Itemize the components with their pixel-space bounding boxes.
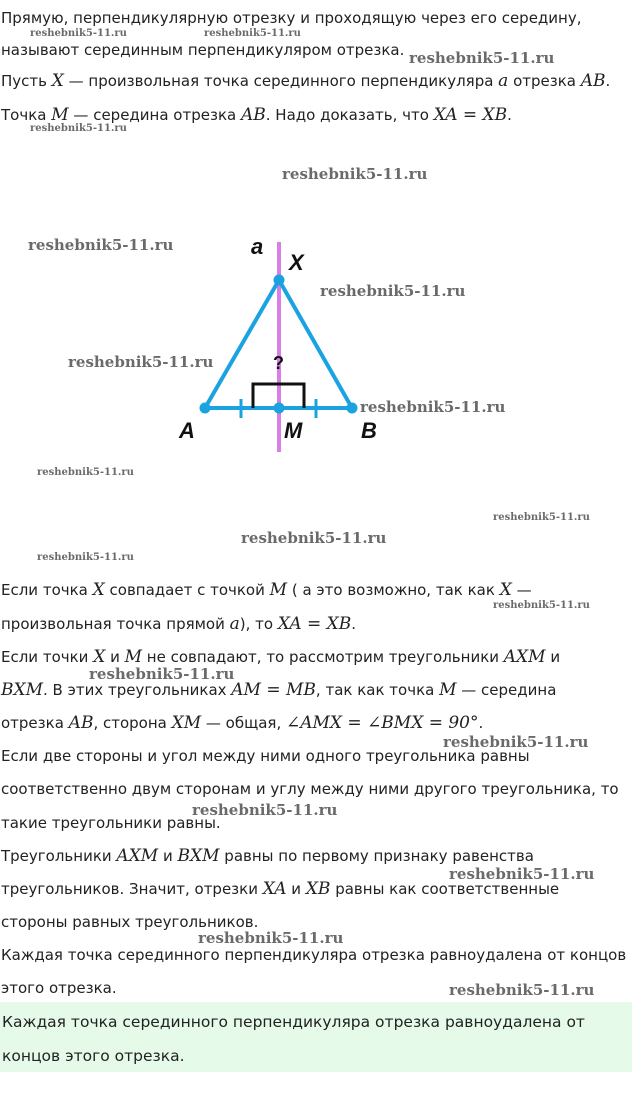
text-fragment: треугольников. Значит, отрезки (1, 880, 263, 898)
math: AB (240, 105, 266, 125)
math: AXM (116, 846, 159, 866)
text-fragment: Точка (1, 106, 52, 124)
watermark: reshebnik5-11.ru (192, 801, 338, 819)
text-fragment: Если точки (1, 648, 94, 666)
point-a (200, 403, 211, 414)
text-fragment: . (478, 714, 484, 732)
math: M (124, 647, 143, 667)
watermark: reshebnik5-11.ru (282, 165, 428, 183)
text-fragment: . (507, 106, 512, 124)
text-fragment: произвольная точка прямой (1, 615, 230, 633)
label-unknown: ? (273, 353, 284, 373)
conclusion-box (0, 1002, 632, 1072)
math: X (92, 580, 105, 600)
text-line (1, 105, 512, 125)
text-line (1, 580, 532, 600)
math: M (439, 680, 457, 700)
text-fragment: и (545, 648, 561, 666)
text-line (1, 680, 556, 700)
text-line (1, 614, 356, 634)
text-line: стороны равных треугольников. (1, 913, 259, 931)
math: AB (580, 71, 606, 91)
text-fragment: — общая, (201, 714, 286, 732)
watermark: reshebnik5-11.ru (198, 929, 344, 947)
label-b: B (361, 418, 377, 443)
watermark: reshebnik5-11.ru (37, 552, 134, 563)
text-fragment: , так как точка (315, 681, 440, 699)
text-line: Каждая точка серединного перпендикуляра отрезка равноудалена от концов (1, 946, 627, 964)
text-fragment: и (158, 847, 178, 865)
text-line: соответственно двум сторонам и углу между ними другого треугольника, то (1, 780, 619, 798)
watermark: reshebnik5-11.ru (89, 665, 235, 683)
text-line: называют серединным перпендикуляром отрезка. (1, 41, 405, 59)
text-fragment: . (605, 72, 611, 90)
math: AB (68, 713, 94, 733)
text-line: этого отрезка. (1, 979, 117, 997)
watermark: reshebnik5-11.ru (30, 28, 127, 39)
text-fragment: отрезка (1, 714, 69, 732)
text-fragment: Пусть (1, 72, 52, 90)
text-fragment: — середина (456, 681, 557, 699)
text-fragment: . В этих треугольниках (43, 681, 232, 699)
watermark: reshebnik5-11.ru (30, 123, 127, 134)
math: AXM (503, 647, 546, 667)
text-fragment: равны по первому признаку равенства (219, 847, 534, 865)
text-fragment: — (511, 581, 532, 599)
conclusion-line: концов этого отрезка. (2, 1047, 185, 1065)
math: X (499, 580, 512, 600)
text-fragment: ), то (239, 615, 278, 633)
math: a (498, 71, 509, 91)
point-m (274, 403, 285, 414)
watermark: reshebnik5-11.ru (493, 600, 590, 611)
watermark: reshebnik5-11.ru (493, 512, 590, 523)
math: X (93, 647, 106, 667)
math: XA (262, 879, 287, 899)
math: M (51, 105, 69, 125)
text-line: Прямую, перпендикулярную отрезку и проходящую через его середину, (1, 9, 582, 27)
math: BXM (1, 680, 44, 700)
text-line (1, 71, 610, 91)
text-line: такие треугольники равны. (1, 814, 221, 832)
text-line (1, 846, 534, 866)
conclusion-line: Каждая точка серединного перпендикуляра отрезка равноудалена от (2, 1013, 585, 1031)
point-b (347, 403, 358, 414)
watermark: reshebnik5-11.ru (68, 353, 214, 371)
text-fragment: и (286, 880, 306, 898)
text-fragment: Треугольники (1, 847, 117, 865)
watermark: reshebnik5-11.ru (360, 398, 506, 416)
math: BXM (177, 846, 220, 866)
math: XB (305, 879, 331, 899)
text-fragment: отрезка (508, 72, 581, 90)
watermark: reshebnik5-11.ru (449, 981, 595, 999)
text-line (1, 713, 483, 733)
math: XM (171, 713, 202, 733)
watermark: reshebnik5-11.ru (37, 467, 134, 478)
label-line-a: a (251, 234, 264, 259)
text-fragment: , сторона (93, 714, 172, 732)
math: a (229, 614, 240, 634)
text-fragment: не совпадают, то рассмотрим треугольники (142, 648, 504, 666)
watermark: reshebnik5-11.ru (204, 28, 301, 39)
math: M (269, 580, 288, 600)
text-fragment: . Надо доказать, что (265, 106, 434, 124)
text-line: Если две стороны и угол между ними одного треугольника равны (1, 747, 530, 765)
text-fragment: Если точка (1, 581, 93, 599)
math: XA = XB (277, 614, 352, 634)
label-a: A (179, 418, 195, 443)
text-fragment: и (105, 648, 125, 666)
watermark: reshebnik5-11.ru (241, 529, 387, 547)
watermark: reshebnik5-11.ru (28, 236, 174, 254)
text-fragment: ( а это возможно, так как (287, 581, 500, 599)
watermark: reshebnik5-11.ru (320, 282, 466, 300)
text-fragment: равны как соответственные (330, 880, 560, 898)
triangle-diagram (0, 226, 632, 462)
math: AM = MB (231, 680, 316, 700)
label-x: X (289, 250, 304, 275)
math: XA = XB (433, 105, 508, 125)
watermark: reshebnik5-11.ru (443, 733, 589, 751)
math: ∠AMX = ∠BMX = 90° (285, 713, 479, 733)
label-m: M (284, 418, 303, 443)
text-fragment: — середина отрезка (68, 106, 241, 124)
watermark: reshebnik5-11.ru (449, 865, 595, 883)
text-fragment: — произвольная точка серединного перпендикуляра (63, 72, 499, 90)
point-x (274, 275, 285, 286)
math: X (51, 71, 64, 91)
watermark: reshebnik5-11.ru (409, 49, 555, 67)
text-line (1, 647, 560, 667)
text-fragment: . (351, 615, 357, 633)
text-fragment: совпадает с точкой (104, 581, 270, 599)
